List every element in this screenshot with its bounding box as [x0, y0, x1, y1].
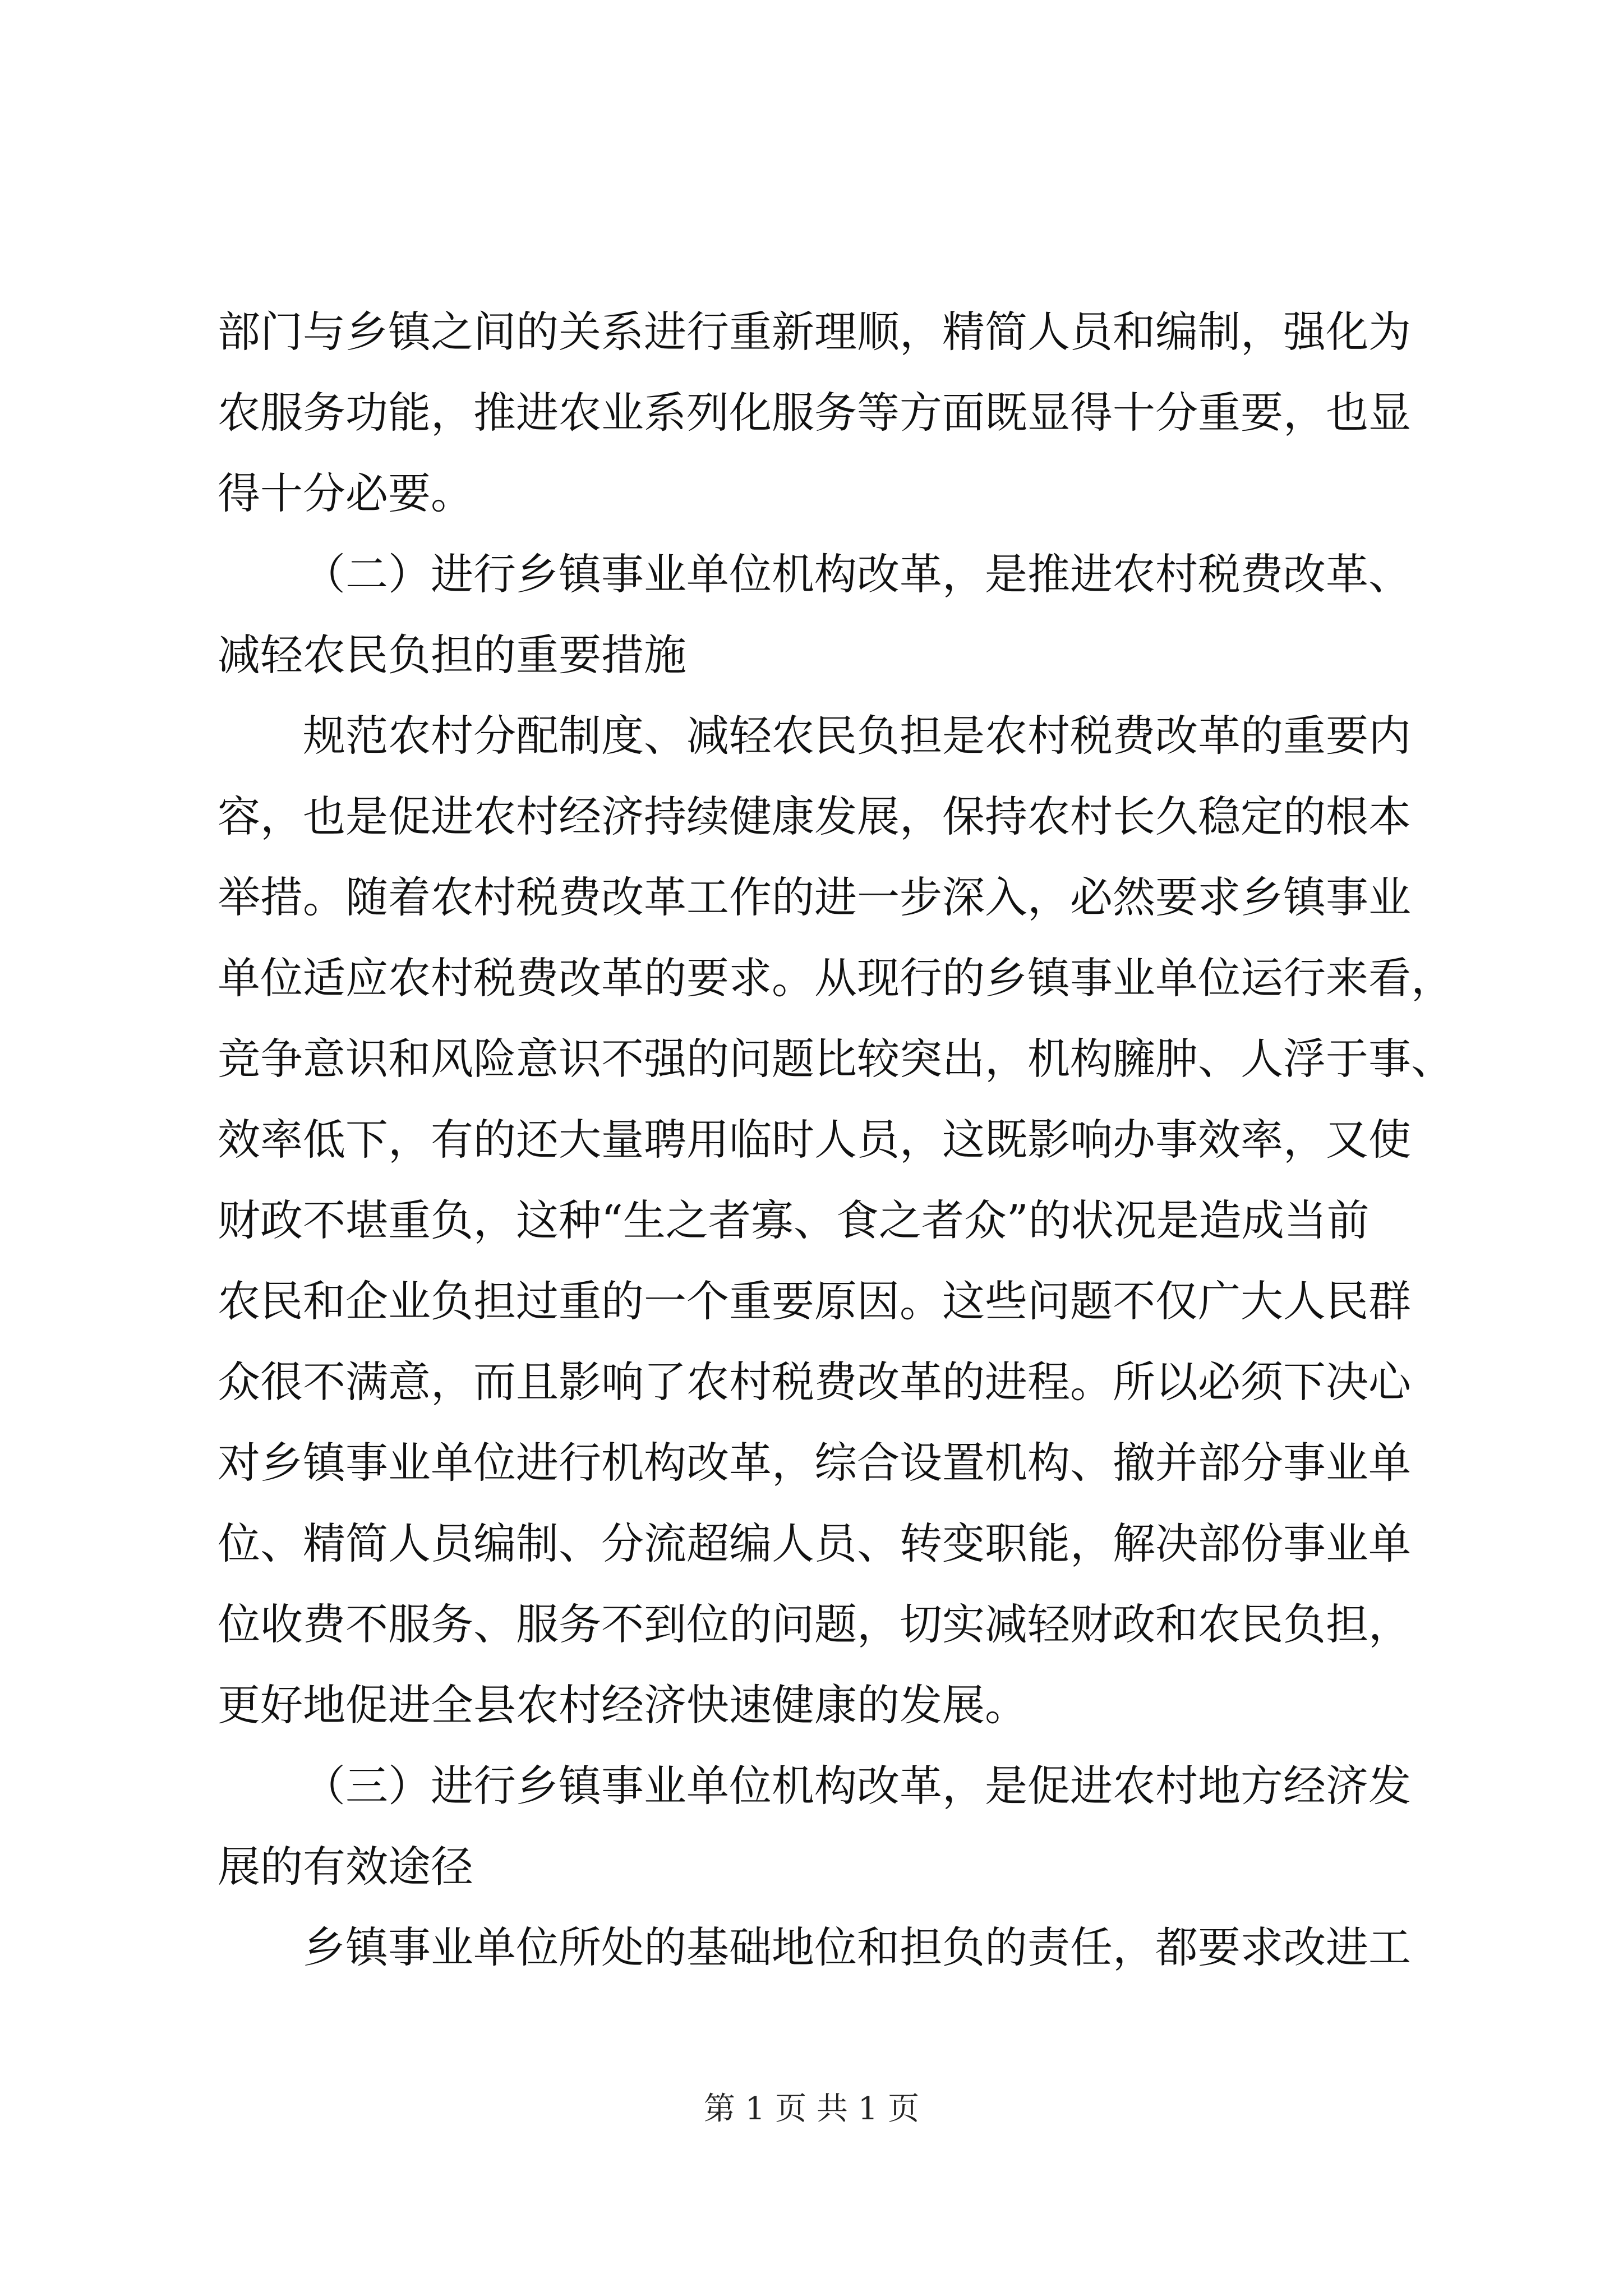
page-number-footer: 第 1 页 共 1 页 — [703, 2091, 920, 2127]
text-line: 部门与乡镇之间的关系进行重新理顺，精简人员和编制，强化为 — [218, 307, 1411, 357]
text-line: 竞争意识和风险意识不强的问题比较突出，机构臃肿、人浮于事、 — [218, 1034, 1454, 1084]
section-heading-line: 减轻农民负担的重要措施 — [218, 630, 686, 680]
section-heading-line: 展的有效途径 — [218, 1842, 473, 1892]
body-text — [218, 292, 1454, 1988]
text-line: 农服务功能，推进农业系列化服务等方面既显得十分重要，也显 — [218, 388, 1411, 438]
text-line: 财政不堪重负，这种“生之者寡、食之者众”的状况是造成当前 — [218, 1195, 1370, 1245]
text-line: 对乡镇事业单位进行机构改革，综合设置机构、撤并部分事业单 — [218, 1438, 1411, 1488]
text-line: 众很不满意，而且影响了农村税费改革的进程。所以必须下决心 — [218, 1357, 1411, 1407]
text-line: 容，也是促进农村经济持续健康发展，保持农村长久稳定的根本 — [218, 792, 1411, 841]
text-line: 位、精简人员编制、分流超编人员、转变职能，解决部份事业单 — [218, 1519, 1411, 1568]
section-heading-line: （二）进行乡镇事业单位机构改革，是推进农村税费改革、 — [303, 549, 1411, 599]
text-line: 乡镇事业单位所处的基础地位和担负的责任，都要求改进工 — [303, 1922, 1411, 1972]
text-line: 单位适应农村税费改革的要求。从现行的乡镇事业单位运行来看， — [218, 953, 1454, 1003]
text-line: 规范农村分配制度、减轻农民负担是农村税费改革的重要内 — [303, 711, 1411, 761]
section-heading-line: （三）进行乡镇事业单位机构改革，是促进农村地方经济发 — [303, 1761, 1411, 1811]
text-line: 得十分必要。 — [218, 468, 473, 518]
text-line: 位收费不服务、服务不到位的问题，切实减轻财政和农民负担， — [218, 1599, 1411, 1649]
text-line: 农民和企业负担过重的一个重要原因。这些问题不仅广大人民群 — [218, 1276, 1411, 1326]
text-line: 更好地促进全县农村经济快速健康的发展。 — [218, 1680, 1027, 1730]
text-line: 举措。随着农村税费改革工作的进一步深入，必然要求乡镇事业 — [218, 872, 1411, 922]
text-line: 效率低下，有的还大量聘用临时人员，这既影响办事效率，又使 — [218, 1115, 1411, 1165]
